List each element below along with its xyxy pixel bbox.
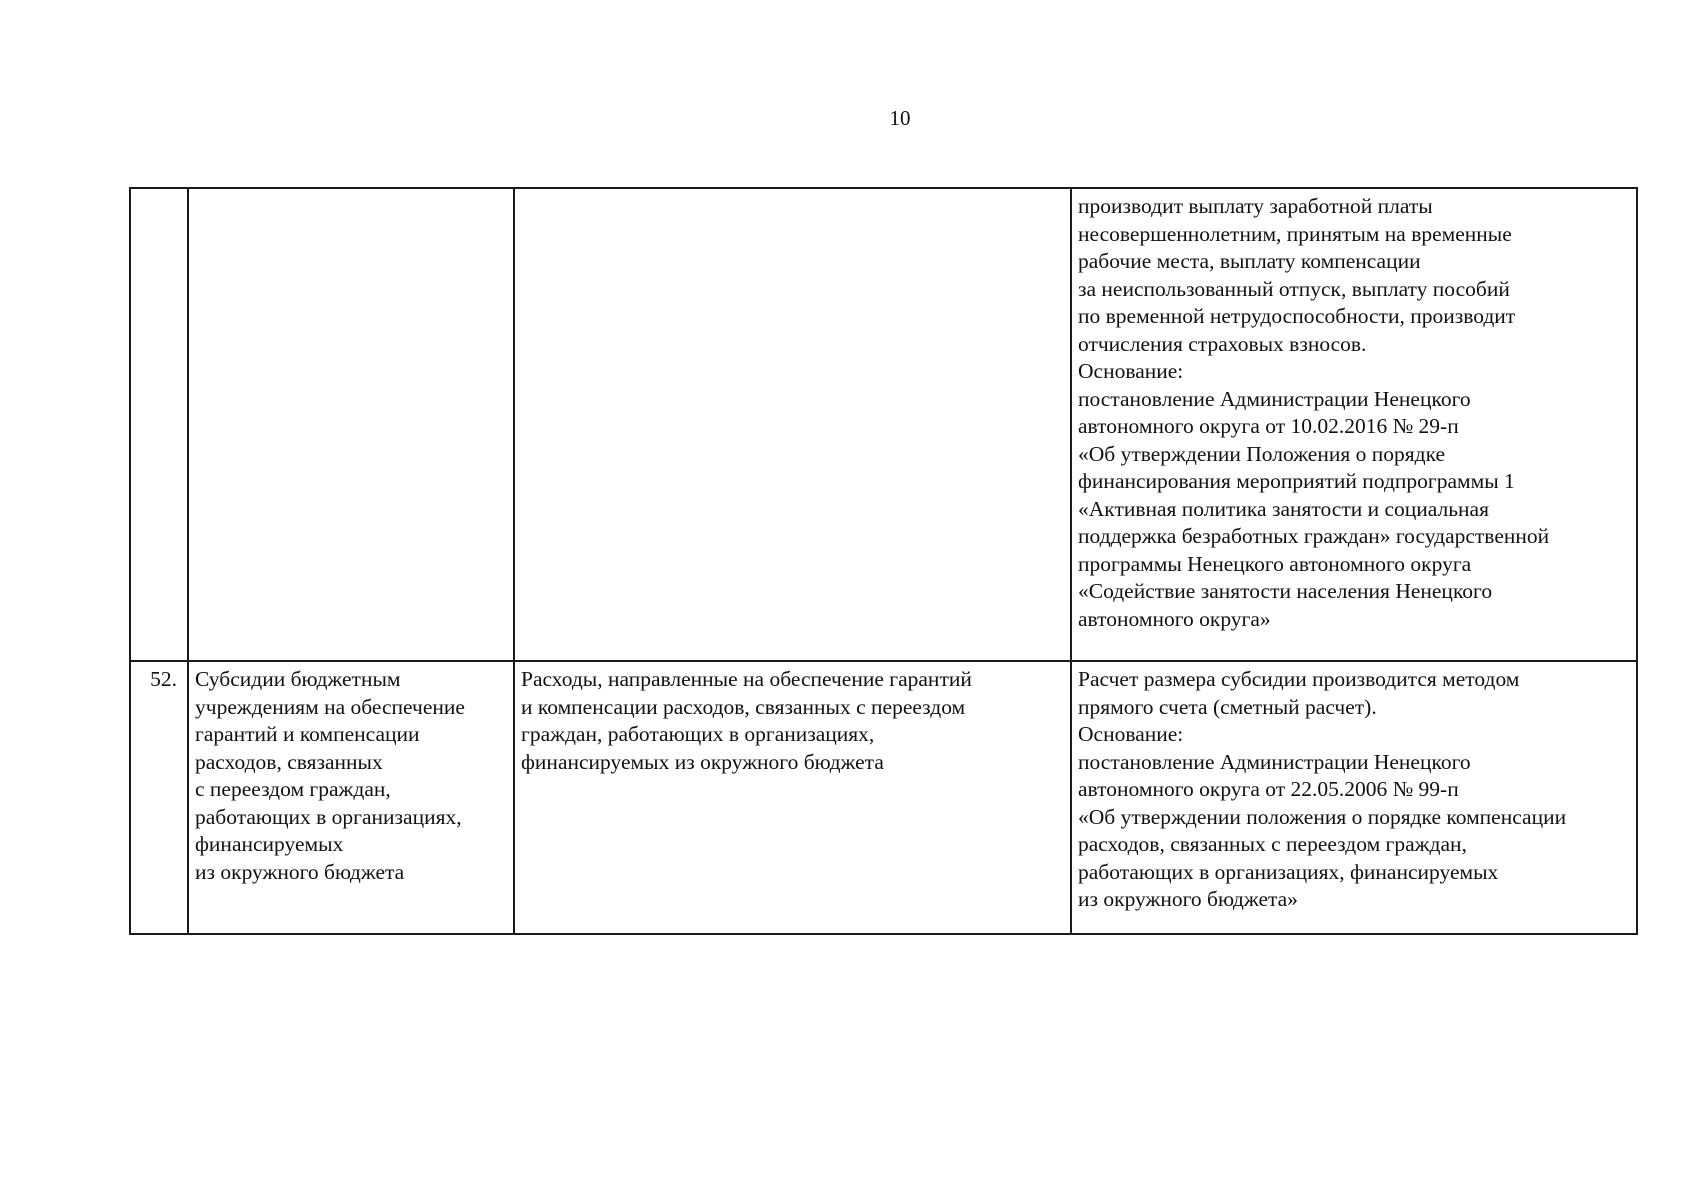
description-line: граждан, работающих в организациях, xyxy=(521,722,875,746)
basis-line: автономного округа от 22.05.2006 № 99-п xyxy=(1078,777,1459,801)
document-table xyxy=(129,187,1638,935)
name-line: работающих в организациях, xyxy=(195,804,462,829)
basis-line: производит выплату заработной платы xyxy=(1078,194,1433,218)
table-row xyxy=(130,661,1637,934)
basis-line: постановление Администрации Ненецкого xyxy=(1078,386,1471,411)
table-row xyxy=(130,188,1637,661)
row-number-cell: 52. xyxy=(130,661,188,934)
basis-line: по временной нетрудоспособности, производит xyxy=(1078,304,1516,328)
basis-line: постановление Администрации Ненецкого xyxy=(1078,749,1471,774)
expense-name-cell xyxy=(188,661,514,934)
name-line: Субсидии бюджетным xyxy=(195,667,401,691)
basis-cell xyxy=(1071,188,1637,661)
name-line: гарантий и компенсации xyxy=(195,722,420,746)
basis-line: «Об утверждении Положения о порядке xyxy=(1078,441,1446,466)
row-number-cell xyxy=(130,188,188,661)
expense-description-cell xyxy=(514,661,1071,934)
basis-line: Расчет размера субсидии производится методом xyxy=(1078,667,1520,691)
description-line: финансируемых из окружного бюджета xyxy=(521,749,884,774)
description-line: Расходы, направленные на обеспечение гарантий xyxy=(521,667,972,691)
basis-line: Основание: xyxy=(1078,359,1184,383)
basis-line: отчисления страховых взносов. xyxy=(1078,331,1367,356)
basis-line: из окружного бюджета» xyxy=(1078,887,1298,911)
basis-line: финансирования мероприятий подпрограммы 1 xyxy=(1078,469,1515,493)
basis-line: прямого счета (сметный расчет). xyxy=(1078,694,1377,719)
page-number: 10 xyxy=(889,106,911,130)
description-line: и компенсации расходов, связанных с переездом xyxy=(521,694,966,719)
basis-line: за неиспользованный отпуск, выплату пособий xyxy=(1078,276,1510,301)
name-line: из окружного бюджета xyxy=(195,859,405,884)
expense-name-cell xyxy=(188,188,514,661)
basis-line: «Содействие занятости населения Ненецкого xyxy=(1078,579,1493,603)
name-line: финансируемых xyxy=(195,832,344,856)
basis-line: расходов, связанных с переездом граждан, xyxy=(1078,832,1467,856)
name-line: учреждениям на обеспечение xyxy=(195,694,465,719)
basis-line: поддержка безработных граждан» государственной xyxy=(1078,524,1550,548)
basis-line: «Активная политика занятости и социальная xyxy=(1078,496,1489,521)
name-line: расходов, связанных xyxy=(195,749,383,774)
basis-line: автономного округа» xyxy=(1078,606,1271,631)
expense-description-cell xyxy=(514,188,1071,661)
basis-line: рабочие места, выплату компенсации xyxy=(1078,249,1421,273)
basis-line: автономного округа от 10.02.2016 № 29-п xyxy=(1078,414,1459,438)
basis-line: программы Ненецкого автономного округа xyxy=(1078,551,1472,576)
basis-line: «Об утверждении положения о порядке компенсации xyxy=(1078,804,1567,829)
name-line: с переездом граждан, xyxy=(195,777,391,801)
basis-cell xyxy=(1071,661,1637,934)
basis-line: работающих в организациях, финансируемых xyxy=(1078,859,1499,884)
basis-line: Основание: xyxy=(1078,722,1184,746)
basis-line: несовершеннолетним, принятым на временные xyxy=(1078,221,1512,246)
